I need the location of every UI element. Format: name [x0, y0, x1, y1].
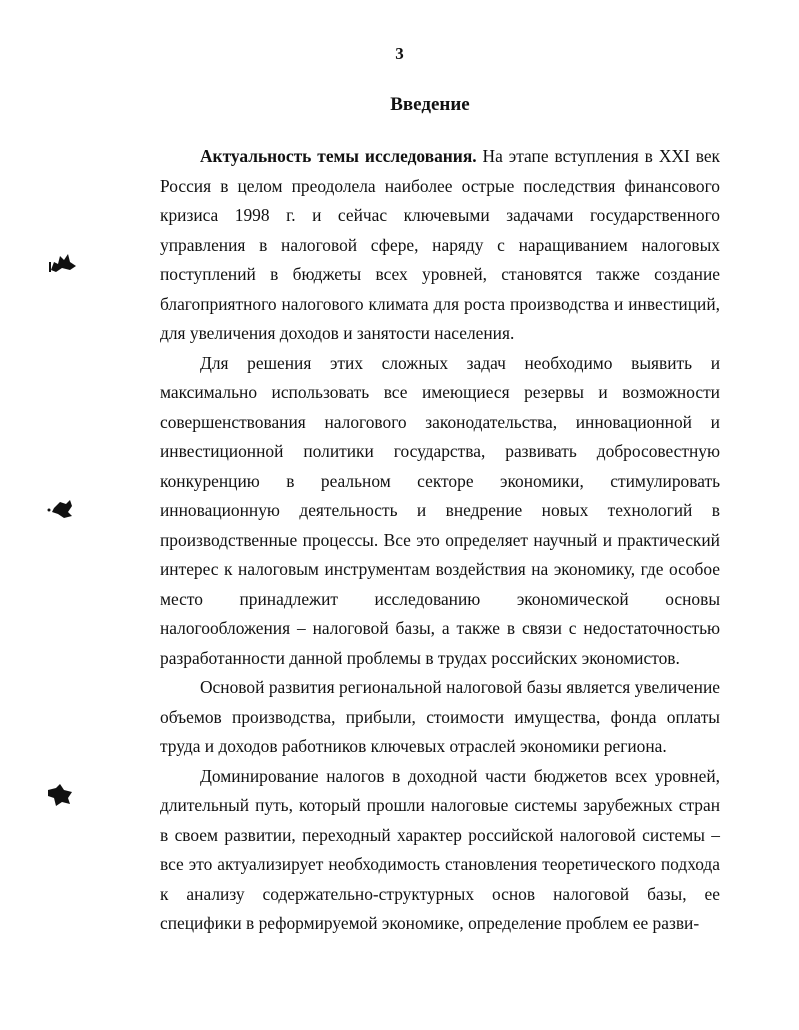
paragraph-relevance: [160, 142, 720, 349]
page-title: Введение: [390, 94, 470, 115]
scan-mark-1-icon: [48, 250, 78, 276]
paragraph-text: На этапе вступления в XXI век Россия в целом преодолела наиболее острые последствия финансового кризиса 1998 г. и сейчас ключевыми задачами государственного управления в налоговой сфере, наряду с наращиванием налоговых поступлений в бюджеты всех уровней, становятся также создание благоприятного налогового климата для роста производства и инвестиций, для увеличения доходов и занятости населения.: [160, 146, 720, 343]
scan-mark-2-icon: [46, 496, 76, 522]
paragraph-lead: Актуальность темы исследования.: [200, 146, 477, 166]
paragraph-dominance: Доминирование налогов в доходной части бюджетов всех уровней, длительный путь, который прошли налоговые системы зарубежных стран в своем развитии, переходный характер российской налоговой системы – все это актуализирует необходимость становления теоретического подхода к анализу содержательно-структурных основ налоговой базы, ее специфики в реформируемой экономике, определение проблем ее разви-: [160, 765, 720, 933]
page-number: 3: [395, 44, 404, 63]
paragraph-regional-base: Основой развития региональной налоговой базы является увеличение объемов производства, прибыли, стоимости имущества, фонда оплаты труда и доходов работников ключевых отраслей экономики региона.: [160, 677, 720, 756]
body-text: [160, 142, 720, 939]
paragraph-tasks: Для решения этих сложных задач необходимо выявить и максимально использовать все имеющиеся резервы и возможности совершенствования налогового законодательства, инновационной и инвестиционной политики государства, развивать добросовестную конкуренцию в реальном секторе экономики, стимулировать инновационную деятельность и внедрение новых технологий в производственные процессы. Все это определяет научный и практический интерес к налоговым инструментам воздействия на экономику, где особое место принадлежит исследованию экономической основы налогообложения – налоговой базы, а также в связи с недостаточностью разработанности данной проблемы в трудах российских экономистов.: [160, 352, 720, 668]
scan-mark-3-icon: [46, 782, 76, 808]
